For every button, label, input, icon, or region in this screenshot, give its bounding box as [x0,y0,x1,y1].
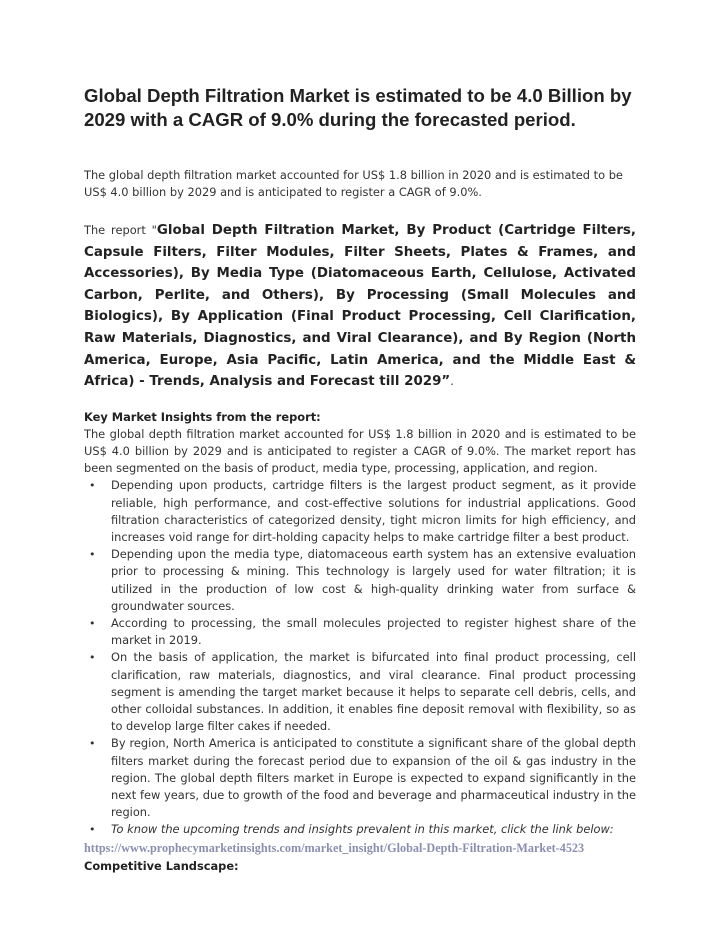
bullet-icon: • [89,616,96,630]
key-insights-heading: Key Market Insights from the report: [84,409,321,424]
intro-paragraph: The global depth filtration market accounted for US$ 1.8 billion in 2020 and is estimated to be US$ 4.0 billion by 2029 and is anticipated to register a CAGR of 9.0%. [84,168,623,199]
list-item [84,821,636,838]
report-paragraph [84,220,636,393]
insights-list [84,477,636,838]
list-item-text: To know the upcoming trends and insights prevalent in this market, click the link below: [111,822,614,837]
bullet-icon: • [89,548,96,562]
list-item-text: Depending upon the media type, diatomaceous earth system has an extensive evaluation prior to processing & mining. This technology is largely used for water filtration; it is utilized in the production of low cost & high-quality drinking water from surface & groundwater sources. [111,547,636,613]
bullet-icon: • [89,737,96,751]
list-item-text: According to processing, the small molecules projected to register highest share of the market in 2019. [111,615,636,648]
bullet-icon: • [89,479,96,493]
list-item [84,477,636,546]
market-link[interactable]: https://www.prophecymarketinsights.com/market_insight/Global-Depth-Filtration-Market-4523 [84,840,585,855]
page-title: Global Depth Filtration Market is estimated to be 4.0 Billion by 2029 with a CAGR of 9.0% during the forecasted period. [84,85,632,130]
list-item [84,546,636,615]
report-prefix: The report " [84,223,157,237]
key-insights-paragraph: The global depth filtration market accounted for US$ 1.8 billion in 2020 and is estimated to be US$ 4.0 billion by 2029 and is anticipated to register a CAGR of 9.0%. The market report has been segmented on the basis of product, media type, processing, application, and region. [84,426,636,476]
bullet-icon: • [89,651,96,665]
report-suffix: . [450,374,454,389]
list-item-text: Depending upon products, cartridge filters is the largest product segment, as it provide reliable, high performance, and cost-effective solutions for industrial applications. Good filtration characteristics of categorized density, tight micron limits for high efficiency, and increases void range for dirt-holding capacity helps to make cartridge filter a best product. [111,478,636,544]
report-title: Global Depth Filtration Market, By Product (Cartridge Filters, Capsule Filters, Filter Modules, Filter Sheets, Plates & Frames, and Accessories), By Media Type (Diatomaceous Earth, Cellulose, Activated Carbon, Perlite, and Others), By Processing (Small Molecules and Biologics), By Application (Final Product Processing, Cell Clarification, Raw Materials, Diagnostics, and Viral Clearance), and By Region (North America, Europe, Asia Pacific, Latin America, and the Middle East & Africa) - Trends, Analysis and Forecast till 2029” [84,223,636,390]
list-item [84,649,636,735]
list-item [84,735,636,821]
bullet-icon: • [89,823,96,837]
list-item-text: By region, North America is anticipated to constitute a significant share of the global depth filters market during the forecast period due to expansion of the oil & gas industry in the region. The global depth filters market in Europe is expected to expand significantly in the next few years, due to growth of the food and beverage and pharmaceutical industry in the region. [111,736,636,820]
list-item [84,615,636,649]
list-item-text: On the basis of application, the market is bifurcated into final product processing, cell clarification, raw materials, diagnostics, and viral clearance. Final product processing segment is amending the target market because it helps to separate cell debris, cells, and other colloidal substances. In addition, it enables fine deposit removal with flexibility, so as to develop large filter cakes if needed. [111,650,636,734]
competitive-heading: Competitive Landscape: [84,858,239,873]
